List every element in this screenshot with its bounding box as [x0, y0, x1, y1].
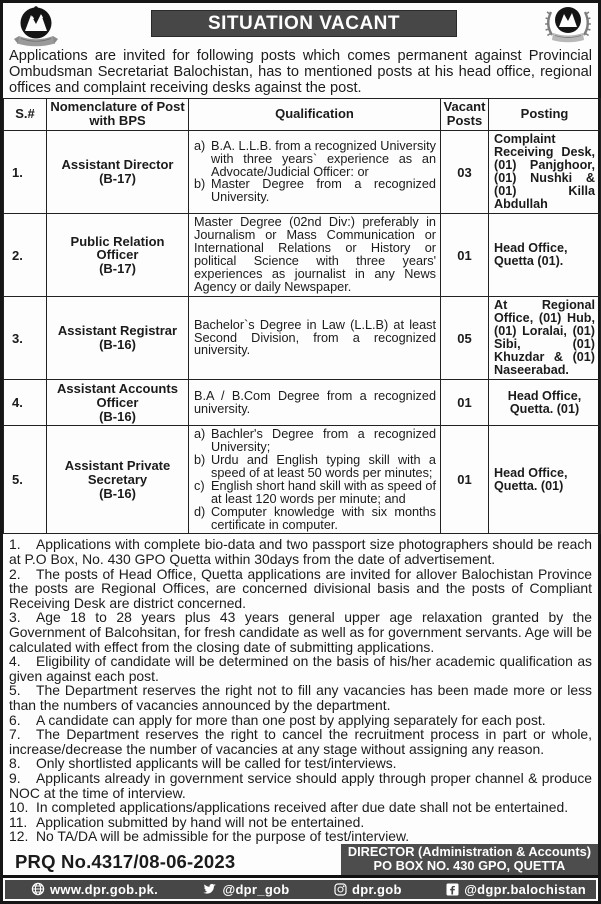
post-name: Public Relation Officer — [70, 233, 165, 263]
twitter-item — [202, 882, 289, 897]
vacant-count: 01 — [441, 380, 489, 426]
note-number: 5. — [9, 682, 21, 699]
director-block — [341, 844, 598, 875]
note-text: The posts of Head Office, Quetta applications are invited for allover Balochistan Province the posts are Regional Offices, are concerned divisional basis and the posts of Compliant Receiving Desk are district concerned. — [9, 565, 592, 611]
serial-number: 3. — [4, 296, 47, 380]
note-item — [9, 771, 592, 800]
qualification-item: d) Computer knowledge with six months certificate in computer. — [194, 504, 436, 532]
note-item — [9, 654, 592, 683]
header — [3, 3, 598, 47]
posting-cell: Head Office, Quetta (01). — [489, 214, 601, 296]
note-text: Only shortlisted applicants will be called for test/interviews. — [36, 755, 397, 772]
note-item — [9, 829, 592, 844]
note-item — [9, 727, 592, 756]
instagram-item — [334, 882, 402, 897]
column-header-qualification: Qualification — [189, 99, 441, 131]
table-header-row — [4, 99, 601, 131]
facebook-handle: @dgpr.balochistan — [464, 881, 586, 897]
signature-row — [3, 844, 598, 878]
column-header-nomenclature: Nomenclature of Post with BPS — [47, 99, 189, 131]
prq-number: PRQ No.4317/08-06-2023 — [15, 850, 236, 872]
note-item — [9, 567, 592, 611]
note-number: 8. — [9, 755, 21, 772]
post-name: Assistant Director — [61, 157, 174, 173]
column-header-posting: Posting — [489, 99, 601, 131]
twitter-icon — [202, 883, 217, 896]
note-text: A candidate can apply for more than one post by applying separately for each post. — [36, 711, 546, 728]
vacant-count: 03 — [441, 130, 489, 214]
social-bar — [5, 880, 596, 899]
posting-cell: Head Office, Quetta. (01) — [489, 380, 601, 426]
note-text: The Department reserves the right not to fill any vacancies has been made more or less than the numbers of vacancies announced by the department. — [9, 682, 592, 713]
vacant-count: 05 — [441, 296, 489, 380]
note-item — [9, 815, 592, 830]
vacant-count: 01 — [441, 214, 489, 296]
post-bps: (B-16) — [99, 337, 136, 353]
table-row — [4, 426, 601, 534]
table-row — [4, 214, 601, 296]
intro-paragraph: Applications are invited for following posts which comes permanent against Provincial Ombudsman Secretariat Balochistan, has to mentioned posts at his head office, regional offices and complaint receiving desks against the post. — [9, 48, 592, 97]
post-bps: (B-17) — [99, 171, 136, 187]
note-text: Age 18 to 28 years plus 43 years general upper age relaxation granted by the Government of Balcohsitan, for fresh candidate as well as for government servants. Age will be calculated with effect from the closing date of submitting applications. — [9, 609, 592, 655]
note-item — [9, 756, 592, 771]
serial-number: 2. — [4, 214, 47, 296]
note-text: Applications with complete bio-data and two passport size photographers should be reach at P.O Box, No. 430 GPO Quetta within 30days from the date of advertisement. — [9, 536, 592, 568]
balochistan-emblem-logo — [11, 5, 61, 47]
title-bar — [151, 10, 457, 37]
vacant-count: 01 — [441, 426, 489, 534]
note-item — [9, 610, 592, 654]
twitter-handle: @dpr_gob — [222, 881, 290, 897]
qualification-cell: B.A / B.Com Degree from a recognized university. — [189, 380, 441, 426]
qualification-item: a) B.A. L.L.B. from a recognized University with three years` experience as an Advocate/Judicial Officer: or — [194, 138, 436, 179]
globe-icon — [31, 882, 45, 896]
note-number: 10. — [9, 799, 29, 816]
note-text: No TA/DA will be admissible for the purpose of test/interview. — [36, 828, 410, 845]
note-item — [9, 713, 592, 728]
director-title: DIRECTOR (Administration & Accounts) — [347, 843, 591, 859]
serial-number: 1. — [4, 130, 47, 214]
note-number: 6. — [9, 711, 21, 728]
note-text: Eligibility of candidate will be determined on the basis of his/her academic qualification as given against each post. — [9, 653, 592, 684]
note-number: 7. — [9, 726, 21, 743]
posting-cell: Head Office, Quetta. (01) — [489, 426, 601, 534]
qualification-item: a) Bachler's Degree from a recognized University; — [194, 427, 436, 455]
facebook-icon — [446, 883, 459, 896]
posting-cell: Complaint Receiving Desk, (01) Panjghoor, (01) Nushki & (01) Killa Abdullah — [489, 130, 601, 214]
instagram-icon — [334, 883, 347, 896]
post-name: Assistant Private Secretary — [64, 458, 171, 488]
director-address: PO BOX NO. 430 GPO, QUETTA — [373, 858, 566, 874]
serial-number: 5. — [4, 426, 47, 534]
note-item — [9, 800, 592, 815]
table-row — [4, 380, 601, 426]
instagram-handle: dpr.gob — [351, 881, 402, 897]
note-item — [9, 683, 592, 712]
note-item — [9, 537, 592, 566]
post-bps: (B-16) — [99, 485, 136, 501]
post-name: Assistant Registrar — [57, 323, 178, 339]
notes-section — [3, 534, 598, 843]
post-name: Assistant Accounts Officer — [57, 381, 178, 410]
note-number: 9. — [9, 769, 21, 786]
note-number: 2. — [9, 565, 21, 582]
note-number: 11. — [9, 813, 28, 830]
note-number: 1. — [9, 536, 21, 553]
qualification-cell: Master Degree (02nd Div:) preferably in Journalism or Mass Communication or International Relations or History or political Science with three years' experiences as journalist in any News Agency or daily Newspaper. — [189, 214, 441, 296]
ombudsman-emblem-logo — [541, 4, 595, 47]
post-bps: (B-17) — [99, 260, 136, 276]
table-row — [4, 130, 601, 214]
qualification-item: b) Master Degree from a recognized University. — [194, 177, 436, 205]
note-number: 12. — [9, 828, 29, 845]
qualification-cell — [189, 426, 441, 534]
note-text: The Department reserves the right to cancel the recruitment process in part or whole, increase/decrease the number of vacancies at any stage without assigning any reason. — [9, 726, 592, 757]
note-text: Applicants already in government service should apply through proper channel & produce NOC at the time of interview. — [9, 769, 592, 801]
column-header-vacant-posts: Vacant Posts — [441, 99, 489, 131]
website-item — [31, 882, 158, 897]
vacancy-table — [3, 98, 601, 534]
serial-number: 4. — [4, 380, 47, 426]
table-row — [4, 296, 601, 380]
note-text: In completed applications/applications received after due date shall not be entertained. — [36, 799, 569, 816]
facebook-item — [446, 882, 586, 897]
note-number: 4. — [9, 653, 21, 670]
post-bps: (B-16) — [99, 408, 136, 424]
qualification-cell: Bachelor`s Degree in Law (L.L.B) at least Second Division, from a recognized university. — [189, 296, 441, 380]
posting-cell: At Regional Office, (01) Hub, (01) Loralai, (01) Sibi, (01) Khuzdar & (01) Naseerabad. — [489, 296, 601, 380]
note-text: Application submitted by hand will not be entertained. — [36, 813, 365, 830]
qualification-item: c) English short hand skill with as speed of at least 120 words per minute; and — [194, 478, 436, 506]
note-number: 3. — [9, 609, 21, 626]
website-url: www.dpr.gob.pk. — [50, 881, 159, 897]
qualification-item: b) Urdu and English typing skill with a speed of at least 50 words per minutes; — [194, 453, 436, 480]
column-header-sno: S.# — [4, 99, 47, 131]
qualification-cell — [189, 130, 441, 214]
page-title: SITUATION VACANT — [207, 12, 400, 34]
